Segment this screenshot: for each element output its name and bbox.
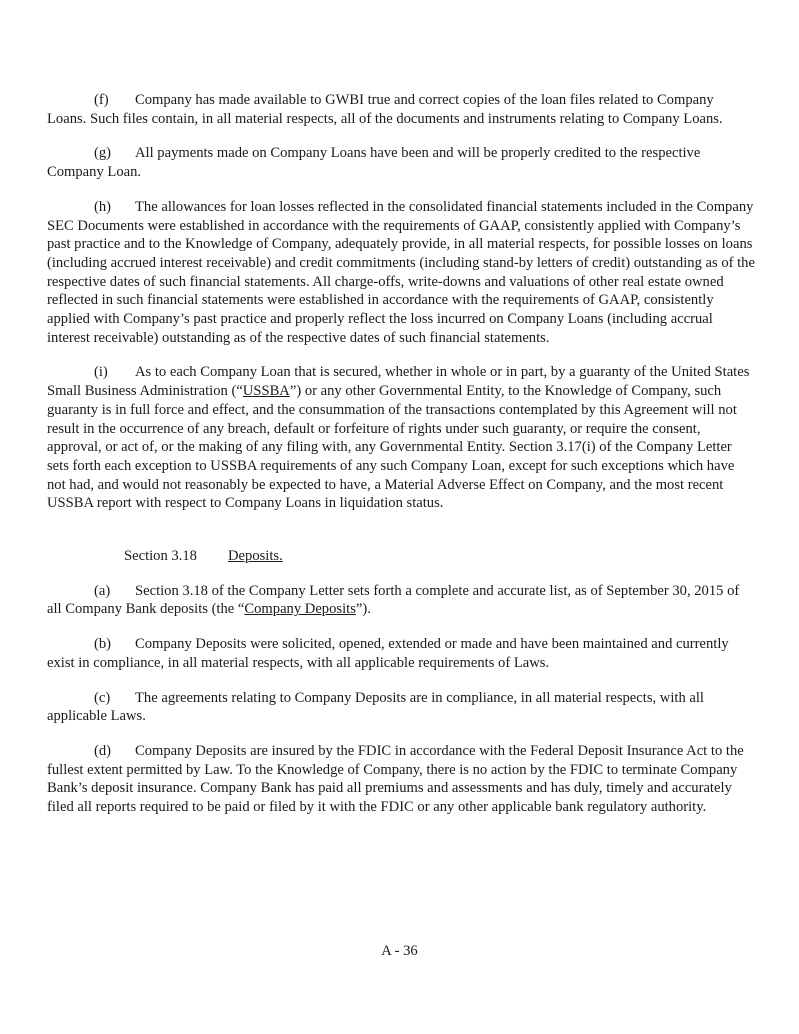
paragraph-h bbox=[47, 198, 755, 348]
section-number: Section 3.18 bbox=[124, 548, 197, 565]
paragraph-label: (f) bbox=[94, 92, 109, 108]
section-heading bbox=[47, 547, 755, 566]
paragraph-text: All payments made on Company Loans have been and will be properly credited to the respective Company Loan. bbox=[47, 145, 701, 181]
defined-term-ussba: USSBA bbox=[242, 383, 290, 400]
paragraph-text-after: ”) or any other Governmental Entity, to the Knowledge of Company, such guaranty is in full force and effect, and the consummation of the transactions contemplated by this Agreement will not result in the occurrence of any breach, default or forfeiture of rights under such guaranty, or require the consent, approval, or act of, or the making of any filing with, any Governmental Entity. Section 3.17(i) of the Company Letter sets forth each exception to USSBA requirements of any such Company Loan, except for such exceptions which have not had, and would not reasonably be expected to have, a Material Adverse Effect on Company, and the most recent USSBA report with respect to Company Loans in liquidation status. bbox=[47, 383, 737, 512]
paragraph-label: (b) bbox=[94, 636, 112, 653]
paragraph-text-before: As to each Company Loan that is secured, whether in whole or in part, by a guaranty of the United States Small Business Administration (“ bbox=[47, 364, 750, 400]
defined-term-company-deposits: Company Deposits bbox=[244, 601, 356, 618]
paragraph-i bbox=[47, 363, 755, 513]
paragraph-text: The agreements relating to Company Deposits are in compliance, in all material respects, with all applicable Laws. bbox=[47, 689, 704, 725]
deposits-paragraph-a bbox=[47, 582, 755, 619]
section-title: Deposits. bbox=[228, 548, 283, 565]
paragraph-text: The allowances for loan losses reflected in the consolidated financial statements included in the Company SEC Documents were established in accordance with the requirements of GAAP, consistently applied with Company’s past practice and to the Knowledge of Company, adequately provide, in all material respects, for possible losses on loans (including accrued interest receivable) and credit commitments (including stand-by letters of credit) outstanding as of the respective dates of such financial statements. All charge-offs, write-downs and valuations of other real estate owned reflected in such financial statements were established in accordance with the requirements of GAAP, consistently applied with Company’s past practice and properly reflect the loss incurred on Company Loans (including accrual interest receivable) outstanding as of the respective dates of such financial statements. bbox=[47, 198, 755, 346]
paragraph-label: (i) bbox=[94, 364, 108, 381]
paragraph-g bbox=[47, 144, 755, 181]
document-page bbox=[47, 91, 755, 817]
deposits-paragraph-b bbox=[47, 635, 755, 672]
paragraph-label: (a) bbox=[94, 582, 111, 599]
deposits-paragraph-d bbox=[47, 742, 755, 817]
paragraph-label: (h) bbox=[94, 198, 112, 215]
paragraph-text: Company Deposits were solicited, opened, extended or made and have been maintained and currently exist in compliance, in all material respects, with all applicable requirements of Laws. bbox=[47, 636, 729, 671]
paragraph-label: (d) bbox=[94, 742, 112, 759]
page-number: A - 36 bbox=[381, 943, 418, 959]
paragraph-text-after: ”). bbox=[355, 601, 371, 618]
paragraph-text: Company Deposits are insured by the FDIC in accordance with the Federal Deposit Insurance Act to the fullest extent permitted by Law. To the Knowledge of Company, there is no action by the FDIC to terminate Company Bank’s deposit insurance. Company Bank has paid all premiums and assessments and has duly, timely and accurately filed all reports required to be paid or filed by it with the FDIC or any other applicable bank regulatory authority. bbox=[47, 742, 744, 816]
paragraph-label: (c) bbox=[94, 689, 111, 706]
paragraph-f bbox=[47, 91, 755, 128]
paragraph-text: Company has made available to GWBI true and correct copies of the loan files related to Company Loans. Such files contain, in all material respects, all of the documents and instruments relating to Company Loans. bbox=[47, 92, 723, 127]
paragraph-text-before: Section 3.18 of the Company Letter sets forth a complete and accurate list, as of September 30, 2015 of all Company Bank deposits (the “ bbox=[47, 582, 740, 618]
paragraph-label: (g) bbox=[94, 145, 112, 162]
deposits-paragraph-c bbox=[47, 689, 755, 726]
